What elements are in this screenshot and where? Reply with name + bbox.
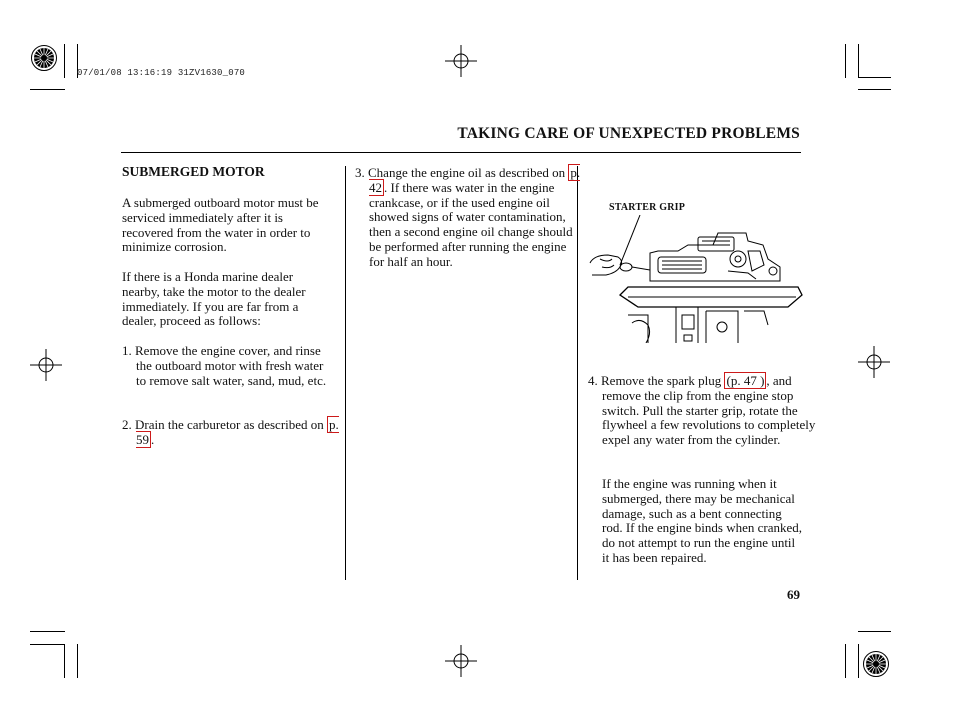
intro-text: A submerged outboard motor must be serviced immediately after it is recovered from the water in order to minimize corrosion. — [122, 195, 319, 255]
starter-grip-callout: STARTER GRIP — [609, 202, 686, 213]
page-reference-link[interactable]: (p. 47 ) — [726, 373, 765, 388]
step-3 — [355, 166, 583, 270]
dealer-paragraph — [122, 270, 334, 329]
dealer-text: If there is a Honda marine dealer nearby, take the motor to the dealer immediately. If you are far from a dealer, proceed as follows: — [122, 269, 306, 329]
page-reference-link[interactable]: p. 59 — [136, 417, 339, 447]
intro-paragraph — [122, 196, 334, 255]
registration-crosshair-icon — [30, 349, 62, 381]
damage-note-text: If the engine was running when it submerged, there may be mechanical damage, such as a bent connecting rod. If the engine binds when cranked, do not attempt to run the engine until it has been repaired. — [602, 476, 802, 565]
registration-crosshair-icon — [445, 45, 477, 77]
page-title: TAKING CARE OF UNEXPECTED PROBLEMS — [457, 125, 800, 142]
step-3-rest: . If there was water in the engine crankcase, or if the used engine oil showed signs of water contamination, then a second engine oil change should be performed after running the engine for half an hour. — [369, 179, 573, 269]
step-4-text: 4. Remove the spark plug — [588, 373, 725, 388]
registration-starburst-icon — [30, 44, 58, 72]
page-number: 69 — [787, 587, 800, 602]
step-4 — [588, 374, 816, 448]
step-4-rest: , and remove the clip from the engine stop switch. Pull the starter grip, rotate the flywheel a few revolutions to completely expel any water from the cylinder. — [602, 373, 816, 448]
header-rule — [121, 152, 801, 153]
section-heading: SUBMERGED MOTOR — [122, 164, 265, 179]
step-1-text: 1. Remove the engine cover, and rinse the outboard motor with fresh water to remove salt water, sand, mud, etc. — [122, 343, 327, 388]
page-reference-link[interactable]: p. 42 — [369, 165, 581, 195]
step-2-end: . — [151, 431, 155, 447]
step-2 — [122, 418, 342, 448]
step-1 — [122, 344, 336, 388]
step-3-text: 3. Change the engine oil as described on — [355, 165, 569, 180]
registration-crosshair-icon — [858, 346, 890, 378]
column-divider — [345, 166, 346, 580]
step-2-text: 2. Drain the carburetor as described on — [122, 417, 328, 432]
registration-starburst-icon — [862, 650, 890, 678]
outboard-motor-illustration — [588, 215, 803, 343]
damage-note — [602, 477, 802, 566]
registration-crosshair-icon — [445, 645, 477, 677]
print-stamp: 07/01/08 13:16:19 31ZV1630_070 — [77, 68, 246, 78]
